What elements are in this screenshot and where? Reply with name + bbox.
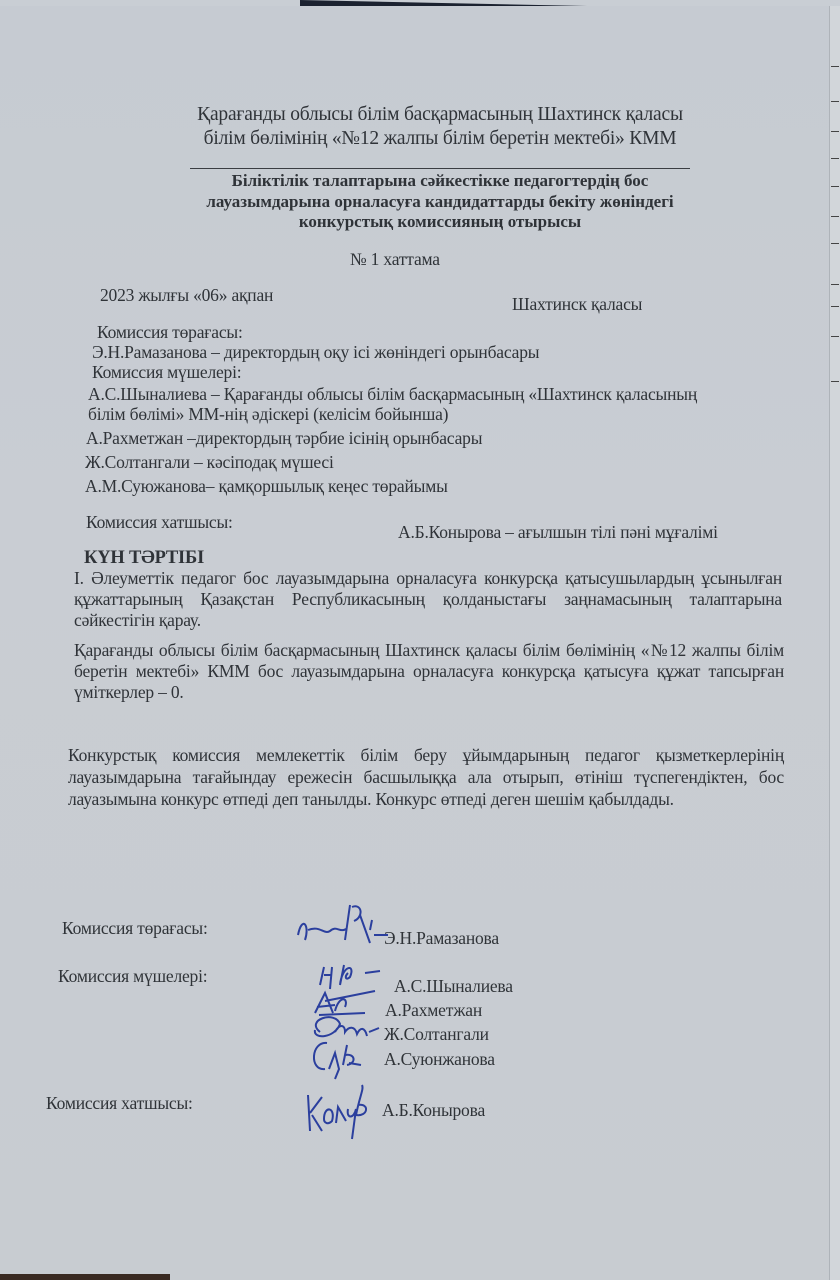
- agenda-item-1: І. Әлеуметтік педагог бос лауазымдарына орналасуға конкурсқа қатысушылардың ұсынылған құжаттарының Қазақстан Республикасының қолданыстағы заңнамасының талаптарына сәйкестігін қарау.: [74, 568, 782, 630]
- doc-title-line2: лауазымдарына орналасуға кандидаттарды бекіту жөніндегі: [206, 192, 674, 211]
- sig-member-name: А.Рахметжан: [385, 1000, 482, 1020]
- chair-label: Комиссия төрағасы:: [97, 322, 243, 342]
- protocol-city: Шахтинск қаласы: [512, 294, 643, 314]
- doc-title-line3: конкурстық комиссияның отырысы: [298, 212, 582, 231]
- org-header-line2: білім бөлімінің «№12 жалпы білім беретін мектебі» КММ: [203, 128, 677, 149]
- sig-members-label: Комиссия мүшелері:: [58, 966, 208, 986]
- sig-secretary-label: Комиссия хатшысы:: [46, 1093, 193, 1113]
- org-header-line1: Қарағанды облысы білім басқармасының Шахтинск қаласы: [197, 104, 683, 125]
- member-line: А.М.Суюжанова– қамқоршылық кеңес төрайымы: [85, 476, 448, 496]
- protocol-number: № 1 хаттама: [350, 249, 440, 269]
- sig-secretary-name: А.Б.Конырова: [382, 1100, 486, 1120]
- background-shadow-bottom: [0, 1274, 170, 1280]
- member-line: А.С.Шыналиева – Қарағанды облысы білім басқармасының «Шахтинск қаласының: [88, 384, 697, 404]
- secretary-line: А.Б.Конырова – ағылшын тілі пәні мұғалімі: [398, 522, 718, 542]
- members-label: Комиссия мүшелері:: [92, 362, 242, 382]
- doc-title-line1: Біліктілік талаптарына сәйкестікке педагогтердің бос: [231, 171, 649, 190]
- decision-text: Конкурстық комиссия мемлекеттік білім беру ұйымдарының педагог қызметкерлерінің лауазымдарына тағайындау ережесін басшылыққа ала отырып, өтініш түспегендіктен, бос лауазымына конкурс өтпеді деп танылды. Конкурс өтпеді деген шешім қабылдады.: [68, 745, 784, 809]
- adjacent-page-edge: [829, 6, 840, 1280]
- member-line: Ж.Солтангали – кәсіподақ мүшесі: [85, 452, 334, 472]
- sig-member-name: Ж.Солтангали: [384, 1024, 489, 1044]
- secretary-label: Комиссия хатшысы:: [86, 512, 233, 532]
- agenda-heading: КҮН ТӘРТІБІ: [84, 548, 205, 568]
- sig-chair-label: Комиссия төрағасы:: [62, 918, 208, 938]
- header-divider: [190, 168, 690, 169]
- sig-member-name: А.Суюнжанова: [384, 1049, 495, 1069]
- signature-secretary: [300, 1075, 370, 1145]
- agenda-item-2: Қарағанды облысы білім басқармасының Шахтинск қаласы білім бөлімінің «№12 жалпы білім беретін мектебі» КММ бос лауазымдарына орналасуға конкурсқа қатысуға құжат тапсырған үміткерлер – 0.: [74, 640, 784, 702]
- chair-line: Э.Н.Рамазанова – директордың оқу ісі жөніндегі орынбасары: [92, 342, 540, 362]
- signature-member-4: [305, 1035, 375, 1080]
- member-line: А.Рахметжан –директордың тәрбие ісінің орынбасары: [86, 428, 483, 448]
- protocol-date: 2023 жылғы «06» ақпан: [100, 285, 274, 305]
- signature-chair: [290, 895, 390, 955]
- member-line: білім бөлімі» ММ-нің әдіскері (келісім бойынша): [88, 404, 449, 424]
- sig-chair-name: Э.Н.Рамазанова: [384, 928, 499, 948]
- sig-member-name: А.С.Шыналиева: [394, 976, 513, 996]
